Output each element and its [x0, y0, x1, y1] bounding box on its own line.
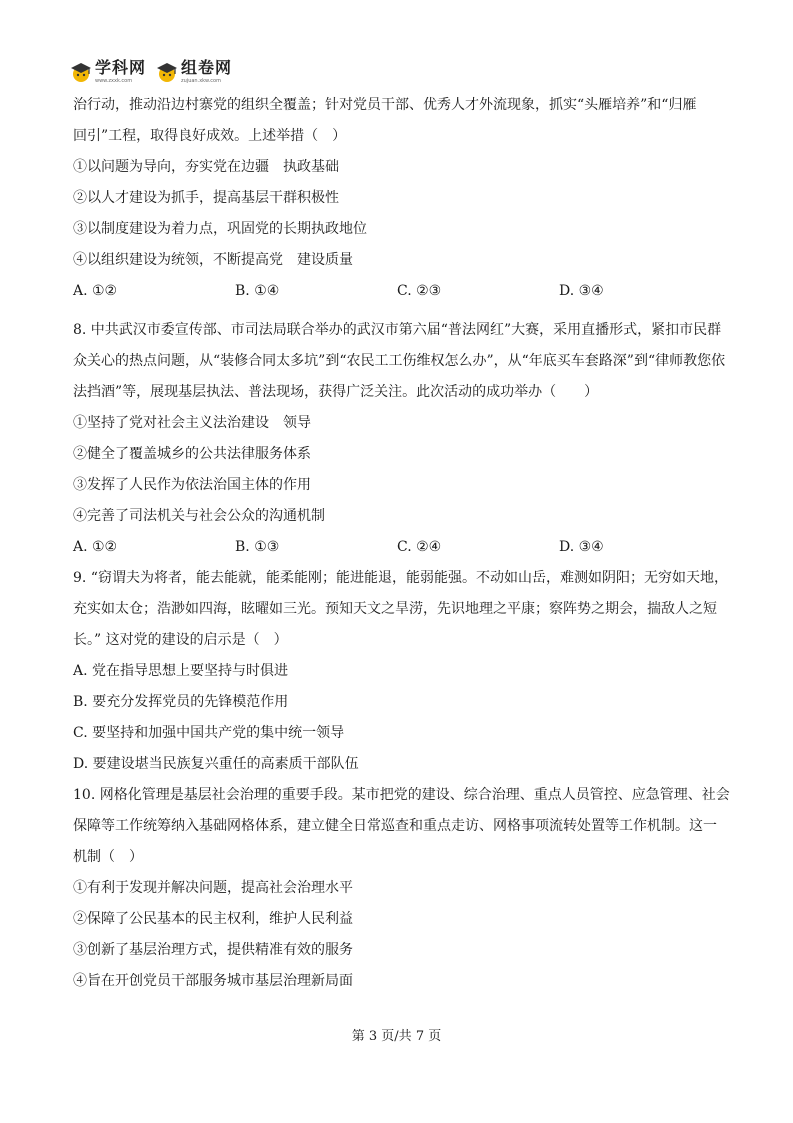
statement: ①以问题为导向，夯实党在边疆 执政基础	[73, 159, 339, 175]
statement: ④以组织建设为统领，不断提高党 建设质量	[73, 252, 353, 268]
logo-name: 学科网	[95, 58, 147, 77]
question-stem-line: 机制（ ）	[73, 849, 143, 865]
question-10	[73, 780, 730, 997]
logo-url: zujuan.xkw.com	[181, 78, 221, 84]
answer-options	[73, 276, 723, 307]
option-d[interactable]: D. ③④	[559, 283, 604, 299]
option-c[interactable]: C. ②③	[397, 283, 442, 299]
option-d[interactable]: D. 要建设堪当民族复兴重任的高素质干部队伍	[73, 756, 359, 772]
graduation-cap-icon	[156, 61, 178, 83]
statement: ③以制度建设为着力点，巩固党的长期执政地位	[73, 221, 367, 237]
zujuanwang-logo	[156, 58, 232, 84]
question-stem-line: 8. 中共武汉市委宣传部、市司法局联合举办的武汉市第六届“普法网红”大赛，采用直播形式，紧扣市民群	[73, 322, 722, 338]
question-stem-line: 众关心的热点问题，从“装修合同太多坑”到“农民工工伤维权怎么办”，从“年底买车套路深”到“律师教您依	[73, 353, 726, 369]
option-b[interactable]: B. ①③	[235, 539, 280, 555]
statement: ②以人才建设为抓手，提高基层干群积极性	[73, 190, 339, 206]
statement: ①有利于发现并解决问题，提高社会治理水平	[73, 880, 353, 896]
statement: ③发挥了人民作为依法治国主体的作用	[73, 477, 311, 493]
statement: ④完善了司法机关与社会公众的沟通机制	[73, 508, 325, 524]
option-b[interactable]: B. 要充分发挥党员的先锋模范作用	[73, 694, 289, 710]
page-content	[73, 90, 730, 997]
statement: ②健全了覆盖城乡的公共法律服务体系	[73, 446, 311, 462]
option-b[interactable]: B. ①④	[235, 283, 280, 299]
question-9	[73, 563, 728, 780]
xuekewang-logo	[70, 58, 146, 84]
option-a[interactable]: A. ①②	[73, 283, 118, 299]
option-c[interactable]: C. ②④	[397, 539, 442, 555]
statement: ①坚持了党对社会主义法治建设 领导	[73, 415, 311, 431]
statement: ④旨在开创党员干部服务城市基层治理新局面	[73, 973, 353, 989]
question-7	[73, 90, 723, 307]
answer-options	[73, 532, 723, 563]
question-stem-line: 保障等工作统筹纳入基础网格体系，建立健全日常巡查和重点走访、网格事项流转处置等工作机制。这一	[73, 818, 717, 834]
question-stem-line: 充实如太仓；浩渺如四海，眩曜如三光。预知天文之旱涝，先识地理之平康；察阵势之期会，揣敌人之短	[73, 601, 717, 617]
option-d[interactable]: D. ③④	[559, 539, 604, 555]
question-stem-line: 回引”工程，取得良好成效。上述举措（ ）	[73, 128, 347, 144]
option-a[interactable]: A. 党在指导思想上要坚持与时俱进	[73, 663, 289, 679]
statement: ②保障了公民基本的民主权利，维护人民利益	[73, 911, 353, 927]
statement: ③创新了基层治理方式，提供精准有效的服务	[73, 942, 353, 958]
question-stem-line: 9. “窃谓夫为将者，能去能就，能柔能刚；能进能退，能弱能强。不动如山岳，难测如阴阳；无穷如天地，	[73, 570, 728, 586]
header-logos	[70, 58, 242, 88]
question-stem-line: 10. 网格化管理是基层社会治理的重要手段。某市把党的建设、综合治理、重点人员管控、应急管理、社会	[73, 787, 730, 803]
page-number: 第 3 页/共 7 页	[351, 1029, 442, 1044]
option-a[interactable]: A. ①②	[73, 539, 118, 555]
logo-name: 组卷网	[181, 58, 233, 77]
question-stem-line: 治行动，推动沿边村寨党的组织全覆盖；针对党员干部、优秀人才外流现象，抓实“头雁培养”和“归雁	[73, 97, 697, 113]
graduation-cap-icon	[70, 61, 92, 83]
option-c[interactable]: C. 要坚持和加强中国共产党的集中统一领导	[73, 725, 345, 741]
logo-url: www.zxxk.com	[95, 78, 133, 84]
question-stem-line: 法挡酒”等，展现基层执法、普法现场，获得广泛关注。此次活动的成功举办（ ）	[73, 384, 599, 400]
question-8	[73, 315, 726, 563]
question-stem-line: 长。” 这对党的建设的启示是（ ）	[73, 632, 288, 648]
